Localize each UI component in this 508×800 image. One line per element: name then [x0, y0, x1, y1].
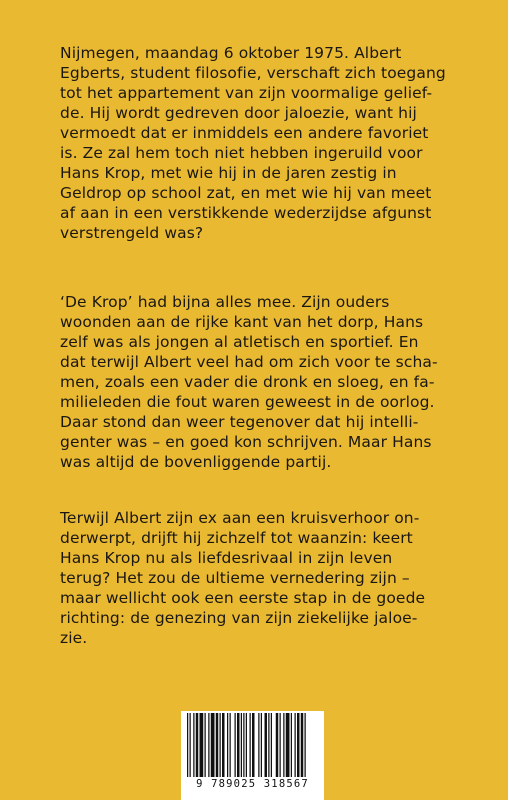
barcode-bar: [261, 713, 262, 777]
text-line: af aan in een verstikkende wederzijdse afgunst: [60, 204, 432, 222]
barcode-bar: [211, 713, 215, 777]
barcode-bar: [222, 713, 225, 777]
text-line: de. Hij wordt gedreven door jaloezie, want hij: [60, 104, 417, 122]
text-line: was altijd de bovenliggende partij.: [60, 453, 332, 471]
blurb-paragraph-3: [60, 508, 455, 648]
barcode-bar: [276, 713, 279, 777]
text-line: Hans Krop nu als liefdesrivaal in zijn leven: [60, 549, 393, 567]
text-line: dat terwijl Albert veel had om zich voor te scha-: [60, 353, 438, 371]
text-line: is. Ze zal hem toch niet hebben ingeruild voor: [60, 144, 423, 162]
text-line: vermoedt dat er inmiddels een andere favoriet: [60, 124, 429, 142]
text-line: zie.: [60, 629, 88, 647]
barcode-bar: [280, 713, 281, 777]
text-line: tot het appartement van zijn voormalige gelief-: [60, 84, 433, 102]
barcode-bar: [305, 713, 306, 777]
text-line: Terwijl Albert zijn ex aan een kruisverhoor on-: [60, 509, 420, 527]
text-line: Hans Krop, met wie hij in de jaren zestig in: [60, 164, 397, 182]
barcode-bar: [220, 713, 221, 777]
barcode-bar: [235, 713, 236, 777]
barcode-bar: [301, 713, 304, 777]
barcode-bar: [283, 713, 284, 777]
barcode-bar: [187, 713, 188, 777]
text-line: terug? Het zou de ultieme vernedering zijn –: [60, 569, 410, 587]
text-line: maar wellicht ook een eerste stap in de goede: [60, 589, 426, 607]
text-line: Daar stond dan weer tegenover dat hij intelli-: [60, 413, 419, 431]
barcode-icon: [181, 711, 324, 779]
text-line: zelf was als jongen al atletisch en sportief. En: [60, 333, 419, 351]
text-line: ‘De Krop’ had bijna alles mee. Zijn ouders: [60, 293, 390, 311]
text-line: richting: de genezing van zijn ziekelijke jaloe-: [60, 609, 418, 627]
text-line: Nijmegen, maandag 6 oktober 1975. Albert: [60, 44, 402, 62]
barcode-bar: [230, 713, 231, 777]
text-line: derwerpt, drijft hij zichzelf tot waanzin: keert: [60, 529, 413, 547]
barcode-bar: [295, 713, 296, 777]
barcode-bar: [297, 713, 300, 777]
barcode-bar: [258, 713, 259, 777]
barcode-bar: [246, 713, 247, 777]
barcode-bar: [265, 713, 268, 777]
text-line: men, zoals een vader die dronk en sloeg, en fa-: [60, 373, 435, 391]
barcode-bar: [286, 713, 290, 777]
barcode-bar: [205, 713, 206, 777]
text-line: verstrengeld was?: [60, 224, 204, 242]
blurb-paragraph-1: [60, 43, 455, 243]
barcode-bar: [208, 713, 209, 777]
barcode-bar: [241, 713, 242, 777]
barcode-bar: [271, 713, 272, 777]
text-line: woonden aan de rijke kant van het dorp, Hans: [60, 313, 424, 331]
text-line: Geldrop op school zat, en met wie hij van meet: [60, 184, 432, 202]
isbn-number: 9 789025 318567: [196, 778, 309, 790]
barcode-bar: [196, 713, 199, 777]
barcode-bar: [291, 713, 292, 777]
barcode-bar: [190, 713, 191, 777]
text-line: genter was – en goed kon schrijven. Maar Hans: [60, 433, 432, 451]
barcode-bar: [227, 713, 228, 777]
barcode-bar: [193, 713, 194, 777]
barcode-bar: [250, 713, 251, 777]
barcode-bar: [200, 713, 204, 777]
text-line: milieleden die fout waren geweest in de oorlog.: [60, 393, 435, 411]
blurb-paragraph-2: [60, 292, 455, 472]
barcode-bar: [243, 713, 244, 777]
barcode-bar: [252, 713, 255, 777]
barcode-bar: [268, 713, 269, 777]
text-line: Egberts, student filosofie, verschaft zich toegang: [60, 64, 446, 82]
barcode-bar: [237, 713, 240, 777]
barcode-bar: [216, 713, 219, 777]
isbn-barcode: [181, 711, 324, 800]
